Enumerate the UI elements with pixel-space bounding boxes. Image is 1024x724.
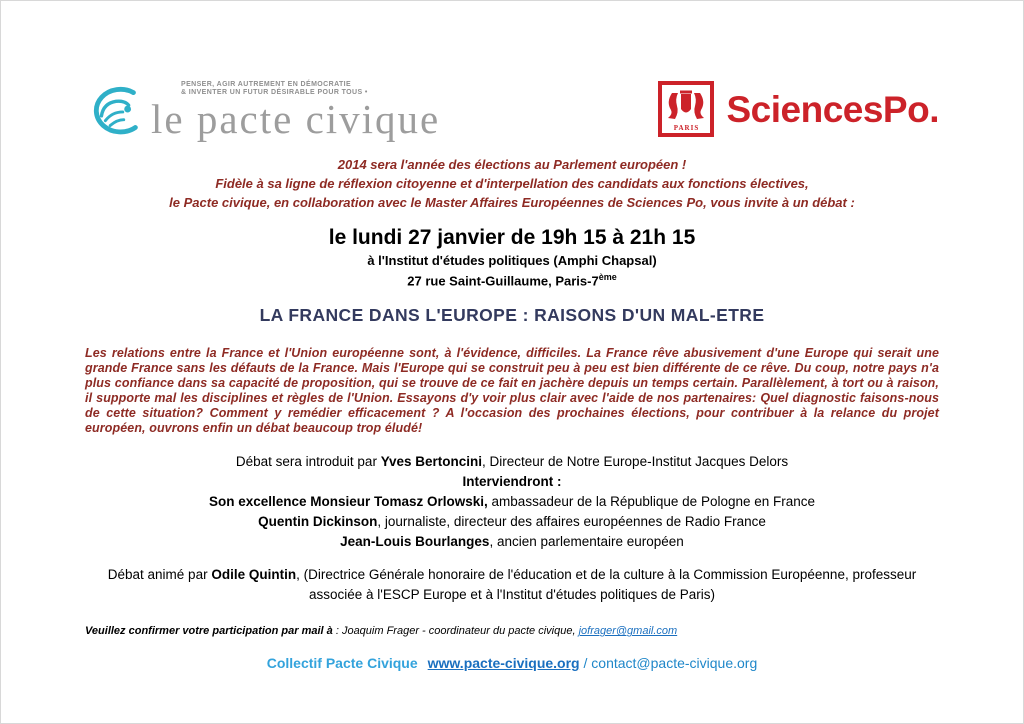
website-link[interactable]: www.pacte-civique.org	[427, 655, 580, 672]
moderator-post: , (Directrice Générale honoraire de l'éducation et de la culture à la Commission Européenne, professeur associée à l'ESCP Europe et à l'Institut d'études politiques de Paris)	[296, 567, 917, 603]
speakers-heading: Interviendront :	[462, 474, 562, 490]
pacte-civique-logo	[85, 81, 440, 140]
event-address	[1, 269, 1023, 289]
sciencespo-crest-icon	[658, 81, 714, 139]
contact-email-text[interactable]: / contact@pacte-civique.org	[579, 655, 758, 672]
speaker-line	[1, 452, 1023, 472]
footer-line	[1, 655, 1023, 671]
speaker-name: Son excellence Monsieur Tomasz Orlowski,	[208, 494, 488, 510]
speaker-line-post: , Directeur de Notre Europe-Institut Jacques Delors	[482, 454, 789, 470]
speaker-name: Jean-Louis Bourlanges	[340, 534, 490, 550]
intro-line-2: Fidèle à sa ligne de réflexion citoyenne et d'interpellation des candidats aux fonctions électives,	[215, 176, 809, 191]
pacte-tagline-line1: PENSER, AGIR AUTREMENT EN DÉMOCRATIE	[181, 80, 352, 88]
hands-logo-icon	[85, 82, 151, 140]
intro-line-1: 2014 sera l'année des élections au Parlement européen !	[337, 157, 687, 172]
event-address-text: 27 rue Saint-Guillaume, Paris-7	[407, 273, 599, 289]
speaker-line-post: , ancien parlementaire européen	[489, 534, 684, 550]
speaker-name: Yves Bertoncini	[380, 454, 482, 470]
sciencespo-wordmark: SciencesPo.	[726, 89, 939, 130]
speaker-line-pre: Débat sera introduit par	[235, 454, 381, 470]
event-venue: à l'Institut d'études politiques (Amphi Chapsal)	[367, 253, 657, 268]
pacte-logo-text	[151, 81, 440, 140]
event-block	[1, 226, 1023, 289]
confirmation-line	[85, 625, 1023, 637]
pacte-wordmark: le pacte civique	[151, 95, 441, 142]
intro-block	[1, 155, 1023, 212]
speaker-line	[1, 532, 1023, 552]
speaker-line-post: ambassadeur de la République de Pologne en France	[487, 494, 816, 510]
speaker-line	[1, 472, 1023, 492]
speaker-line-post: , journaliste, directeur des affaires européennes de Radio France	[377, 514, 766, 530]
event-datetime: le lundi 27 janvier de 19h 15 à 21h 15	[328, 226, 696, 249]
sciencespo-crest-paris-label: PARIS	[673, 124, 700, 132]
body-paragraph: Les relations entre la France et l'Union européenne sont, à l'évidence, difficiles. La France rêve abusivement d'une Europe qui serait une grande France sans les défauts de la France. Mais l'Europe qui se construit peu à peu est bien différente de ce rêve. Du coup, notre pays n'a plus confiance dans sa capacité de proposition, qui se trouve de ce fait en jachère depuis un temps certain. Parallèlement, à tort ou à raison, il supporte mal les disciplines et règles de l'Union. Essayons d'y voir plus clair avec l'aide de nos partenaires: Quel diagnostic faisons-nous de cette situation? Comment y remédier efficacement ? A l'occasion des prochaines élections, pour contribuer à la relance du projet européen, ouvrons enfin un débat beaucoup trop éludé!	[85, 346, 939, 436]
collectif-brand-text: Collectif Pacte Civique	[266, 655, 418, 672]
confirmation-bold-text: Veuillez confirmer votre participation par mail à	[85, 625, 333, 638]
event-address-superscript: ème	[598, 272, 617, 282]
moderator-name: Odile Quintin	[211, 567, 297, 583]
sciencespo-logo	[658, 81, 939, 139]
speaker-name: Quentin Dickinson	[258, 514, 378, 530]
pacte-tagline-line2: & INVENTER UN FUTUR DÉSIRABLE POUR TOUS •	[181, 88, 368, 96]
speaker-line	[1, 512, 1023, 532]
confirmation-text: : Joaquim Frager - coordinateur du pacte civique,	[332, 625, 579, 638]
coordinator-email-link[interactable]: jofrager@gmail.com	[578, 625, 678, 638]
header-logos	[1, 1, 1023, 143]
moderator-line	[82, 565, 942, 605]
speakers-block	[1, 452, 1023, 552]
moderator-pre: Débat animé par	[107, 567, 212, 583]
page-title: LA FRANCE DANS L'EUROPE : RAISONS D'UN MAL-ETRE	[259, 305, 765, 326]
intro-line-3: le Pacte civique, en collaboration avec le Master Affaires Européennes de Sciences Po, vous invite à un débat :	[169, 195, 855, 210]
speaker-line	[1, 492, 1023, 512]
